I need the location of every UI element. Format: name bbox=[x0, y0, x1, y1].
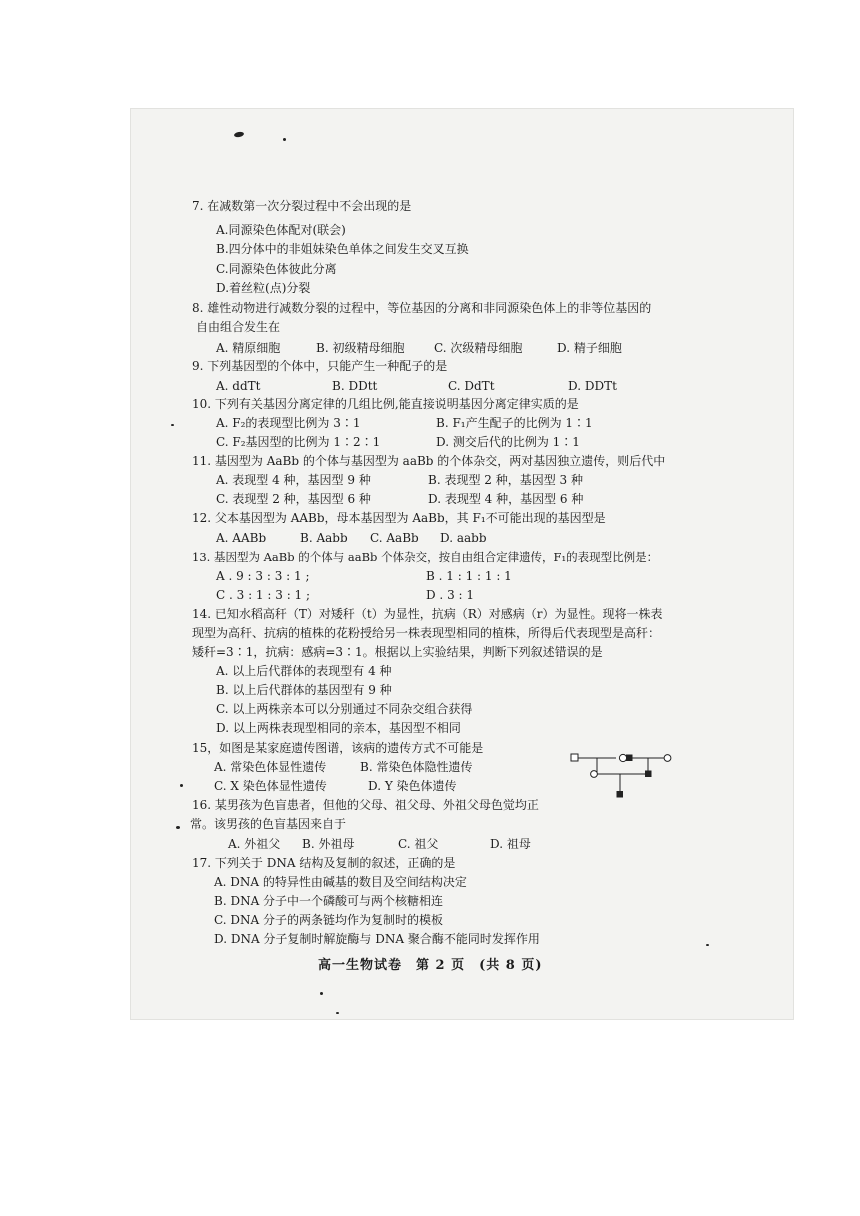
q12-option-c: C. AaBb bbox=[370, 531, 419, 545]
q13-stem: 13. 基因型为 AaBb 的个体与 aaBb 个体杂交，按自由组合定律遗传，F₁的表现型比例是： bbox=[192, 550, 659, 564]
q14-stem-line2: 现型为高秆、抗病的植株的花粉授给另一株表现型相同的植株，所得后代表现型是高秆： bbox=[192, 626, 661, 640]
q9-stem: 9. 下列基因型的个体中，只能产生一种配子的是 bbox=[192, 359, 448, 373]
q11-option-b: B. 表现型 2 种，基因型 3 种 bbox=[428, 473, 583, 487]
q11-option-c: C. 表现型 2 种，基因型 6 种 bbox=[216, 492, 371, 506]
q15-option-b: B. 常染色体隐性遗传 bbox=[360, 760, 473, 774]
q16-stem-line1: 16. 某男孩为色盲患者，但他的父母、祖父母、外祖父母色觉均正 bbox=[192, 798, 539, 812]
q7-option-c: C.同源染色体彼此分离 bbox=[216, 262, 337, 276]
q7-option-a: A.同源染色体配对(联会) bbox=[216, 223, 346, 237]
q7-stem: 7. 在减数第一次分裂过程中不会出现的是 bbox=[192, 199, 412, 213]
q13-option-c: C . 3 : 1 : 3 : 1 ; bbox=[216, 588, 311, 602]
scan-speck bbox=[283, 138, 286, 141]
q10-option-c: C. F₂基因型的比例为 1∶2∶1 bbox=[216, 435, 381, 449]
q8-stem-line1: 8. 雄性动物进行减数分裂的过程中，等位基因的分离和非同源染色体上的非等位基因的 bbox=[192, 301, 652, 315]
scan-speck bbox=[706, 944, 709, 946]
pedigree-male-affected bbox=[626, 755, 633, 762]
q11-option-a: A. 表现型 4 种，基因型 9 种 bbox=[216, 473, 371, 487]
q8-option-c: C. 次级精母细胞 bbox=[434, 341, 523, 355]
scan-speck bbox=[320, 992, 323, 995]
q7-option-d: D.着丝粒(点)分裂 bbox=[216, 281, 311, 295]
scan-speck bbox=[171, 424, 174, 426]
q14-stem-line3: 矮秆=3∶1，抗病：感病=3∶1。根据以上实验结果，判断下列叙述错误的是 bbox=[192, 645, 603, 659]
q10-option-a: A. F₂的表现型比例为 3∶1 bbox=[216, 416, 361, 430]
q8-option-d: D. 精子细胞 bbox=[557, 341, 622, 355]
q14-option-d: D. 以上两株表现型相同的亲本，基因型不相同 bbox=[216, 721, 461, 735]
q13-option-d: D . 3 : 1 bbox=[426, 588, 475, 602]
q12-option-a: A. AABb bbox=[216, 531, 267, 545]
q7-option-b: B.四分体中的非姐妹染色单体之间发生交叉互换 bbox=[216, 242, 469, 256]
q9-option-c: C. DdTt bbox=[448, 379, 495, 393]
q9-option-a: A. ddTt bbox=[216, 379, 261, 393]
pedigree-female-normal bbox=[591, 771, 598, 778]
q14-option-a: A. 以上后代群体的表现型有 4 种 bbox=[216, 664, 392, 678]
q12-stem: 12. 父本基因型为 AABb，母本基因型为 AaBb，其 F₁不可能出现的基因型是 bbox=[192, 511, 606, 525]
q16-option-a: A. 外祖父 bbox=[228, 837, 281, 851]
q13-option-a: A . 9 : 3 : 3 : 1 ; bbox=[216, 569, 310, 583]
pedigree-male-normal bbox=[571, 754, 578, 761]
q17-option-c: C. DNA 分子的两条链均作为复制时的模板 bbox=[214, 913, 443, 927]
q12-option-b: B. Aabb bbox=[300, 531, 348, 545]
q17-option-a: A. DNA 的特异性由碱基的数目及空间结构决定 bbox=[214, 875, 467, 889]
q17-option-b: B. DNA 分子中一个磷酸可与两个核糖相连 bbox=[214, 894, 444, 908]
q14-option-b: B. 以上后代群体的基因型有 9 种 bbox=[216, 683, 392, 697]
pedigree-female-normal bbox=[619, 754, 626, 761]
scan-speck bbox=[176, 826, 180, 829]
q11-stem: 11. 基因型为 AaBb 的个体与基因型为 aaBb 的个体杂交，两对基因独立遗传，则后代中 bbox=[192, 454, 666, 468]
scan-speck bbox=[336, 1012, 339, 1014]
q9-option-b: B. DDtt bbox=[332, 379, 378, 393]
q15-option-c: C. X 染色体显性遗传 bbox=[214, 779, 327, 793]
q11-option-d: D. 表现型 4 种，基因型 6 种 bbox=[428, 492, 584, 506]
q16-option-d: D. 祖母 bbox=[490, 837, 531, 851]
page-footer: 高一生物试卷 第 2 页 (共 8 页) bbox=[318, 958, 543, 973]
q8-stem-line2: 自由组合发生在 bbox=[196, 320, 281, 334]
q15-option-a: A. 常染色体显性遗传 bbox=[214, 760, 327, 774]
q14-option-c: C. 以上两株亲本可以分别通过不同杂交组合获得 bbox=[216, 702, 473, 716]
q10-option-b: B. F₁产生配子的比例为 1∶1 bbox=[436, 416, 593, 430]
q9-option-d: D. DDTt bbox=[568, 379, 617, 393]
q15-stem: 15，如图是某家庭遗传图谱，该病的遗传方式不可能是 bbox=[192, 741, 484, 755]
q13-option-b: B . 1 : 1 : 1 : 1 bbox=[426, 569, 512, 583]
q12-option-d: D. aabb bbox=[440, 531, 487, 545]
q10-stem: 10. 下列有关基因分离定律的几组比例,能直接说明基因分离定律实质的是 bbox=[192, 397, 579, 411]
pedigree-male-affected bbox=[617, 791, 624, 798]
q10-option-d: D. 测交后代的比例为 1∶1 bbox=[436, 435, 580, 449]
q14-stem-line1: 14. 已知水稻高秆（T）对矮秆（t）为显性，抗病（R）对感病（r）为显性。现将一株表 bbox=[192, 607, 663, 621]
pedigree-chart bbox=[568, 749, 678, 799]
q8-option-a: A. 精原细胞 bbox=[216, 341, 281, 355]
q16-stem-line2: 常。该男孩的色盲基因来自于 bbox=[190, 817, 347, 831]
q17-stem: 17. 下列关于 DNA 结构及复制的叙述，正确的是 bbox=[192, 856, 456, 870]
pedigree-female-normal bbox=[664, 755, 671, 762]
q16-option-c: C. 祖父 bbox=[398, 837, 439, 851]
scan-speck bbox=[180, 784, 183, 787]
pedigree-male-affected bbox=[645, 771, 652, 778]
q8-option-b: B. 初级精母细胞 bbox=[316, 341, 405, 355]
q16-option-b: B. 外祖母 bbox=[302, 837, 355, 851]
q15-option-d: D. Y 染色体遗传 bbox=[368, 779, 457, 793]
q17-option-d: D. DNA 分子复制时解旋酶与 DNA 聚合酶不能同时发挥作用 bbox=[214, 932, 540, 946]
